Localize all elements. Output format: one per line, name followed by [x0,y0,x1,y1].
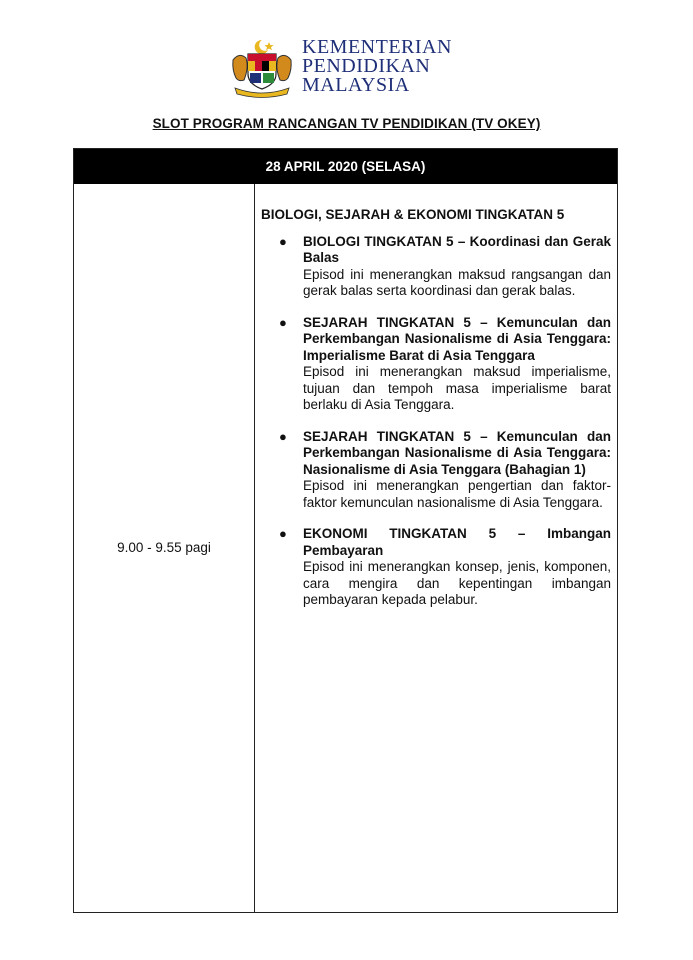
ministry-name-line3: MALAYSIA [302,74,410,96]
ministry-logo [229,38,469,98]
program-item [261,315,615,414]
ministry-name [302,38,452,95]
date-header: 28 APRIL 2020 (SELASA) [74,149,617,184]
ministry-name-line1: KEMENTERIAN [302,36,452,58]
program-title: BIOLOGI TINGKATAN 5 – Koordinasi dan Gerak Balas [303,233,611,265]
column-divider [254,184,255,912]
program-description: Episod ini menerangkan maksud imperialisme, tujuan dan tempoh masa imperialisme barat berlaku di Asia Tenggara. [303,364,611,412]
program-item [261,234,615,300]
schedule-table [73,148,618,913]
program-title: EKONOMI TINGKATAN 5 – Imbangan Pembayaran [303,526,611,558]
program-list [261,234,615,609]
program-description: Episod ini menerangkan pengertian dan faktor-faktor kemunculan nasionalisme di Asia Tenggara. [303,478,611,510]
program-item [261,526,615,609]
ministry-name-line2: PENDIDIKAN [302,55,431,77]
document-title: SLOT PROGRAM RANCANGAN TV PENDIDIKAN (TV OKEY) [152,116,541,131]
subject-heading: BIOLOGI, SEJARAH & EKONOMI TINGKATAN 5 [261,207,565,222]
program-description: Episod ini menerangkan maksud rangsangan dan gerak balas serta koordinasi dan gerak balas. [303,266,611,298]
program-title: SEJARAH TINGKATAN 5 – Kemunculan dan Perkembangan Nasionalisme di Asia Tenggara: Nasionalisme di Asia Tenggara (Bahagian 1) [303,428,611,477]
bullet-icon: ● [279,233,287,249]
time-slot: 9.00 - 9.55 pagi [117,540,211,555]
program-content [261,207,615,624]
bullet-icon: ● [279,428,287,444]
program-description: Episod ini menerangkan konsep, jenis, komponen, cara mengira dan kepentingan imbangan pembayaran kepada pelabur. [303,559,611,607]
program-item [261,429,615,512]
coat-of-arms-icon [229,38,295,98]
program-title: SEJARAH TINGKATAN 5 – Kemunculan dan Perkembangan Nasionalisme di Asia Tenggara: Imperialisme Barat di Asia Tenggara [303,314,611,363]
bullet-icon: ● [279,526,287,541]
bullet-icon: ● [279,314,287,330]
